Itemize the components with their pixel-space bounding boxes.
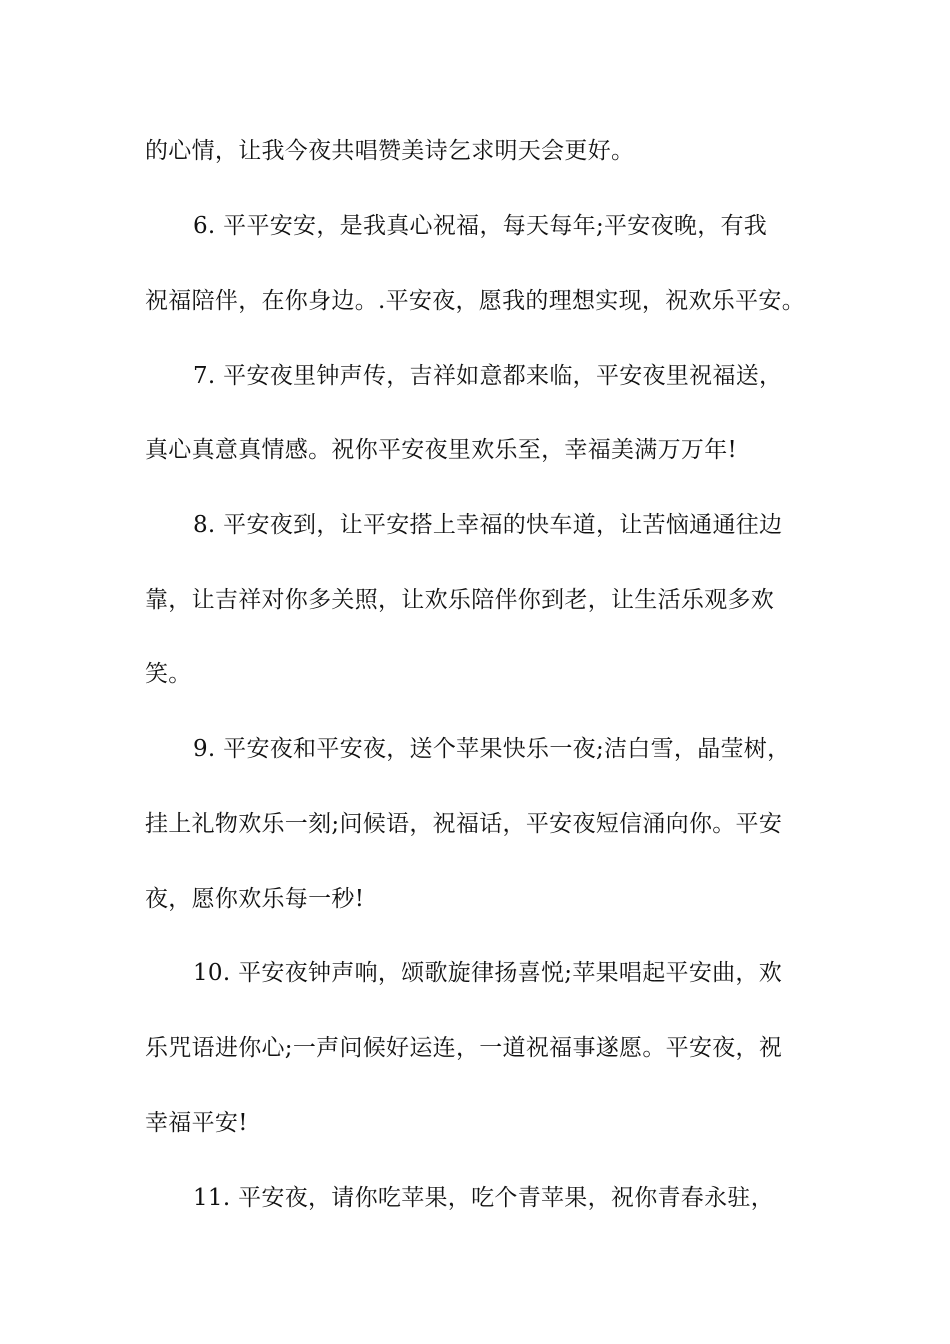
text-line: 真心真意真情感。祝你平安夜里欢乐至，幸福美满万万年! bbox=[145, 437, 738, 463]
text-line-item-7: 7. 平安夜里钟声传，吉祥如意都来临，平安夜里祝福送， bbox=[193, 363, 783, 389]
text-line: 的心情，让我今夜共唱赞美诗乞求明天会更好。 bbox=[145, 138, 635, 164]
text-line-item-11: 11. 平安夜，请你吃苹果，吃个青苹果，祝你青春永驻， bbox=[193, 1185, 774, 1211]
text-line: 幸福平安! bbox=[145, 1110, 248, 1136]
text-line: 靠，让吉祥对你多关照，让欢乐陪伴你到老，让生活乐观多欢 bbox=[145, 587, 775, 613]
text-line-item-6: 6. 平平安安，是我真心祝福，每天每年;平安夜晚，有我 bbox=[193, 213, 768, 239]
text-line: 祝福陪伴，在你身边。.平安夜，愿我的理想实现，祝欢乐平安。 bbox=[145, 288, 806, 314]
text-line: 夜，愿你欢乐每一秒! bbox=[145, 886, 365, 912]
text-line-item-9: 9. 平安夜和平安夜，送个苹果快乐一夜;洁白雪，晶莹树， bbox=[193, 736, 791, 762]
text-line-item-10: 10. 平安夜钟声响，颂歌旋律扬喜悦;苹果唱起平安曲，欢 bbox=[193, 960, 783, 986]
text-line-item-8: 8. 平安夜到，让平安搭上幸福的快车道，让苦恼通通往边 bbox=[193, 512, 783, 538]
text-line: 笑。 bbox=[145, 661, 192, 687]
text-line: 乐咒语进你心;一声问候好运连，一道祝福事遂愿。平安夜，祝 bbox=[145, 1035, 783, 1061]
text-line: 挂上礼物欢乐一刻;问候语，祝福话，平安夜短信涌向你。平安 bbox=[145, 811, 783, 837]
